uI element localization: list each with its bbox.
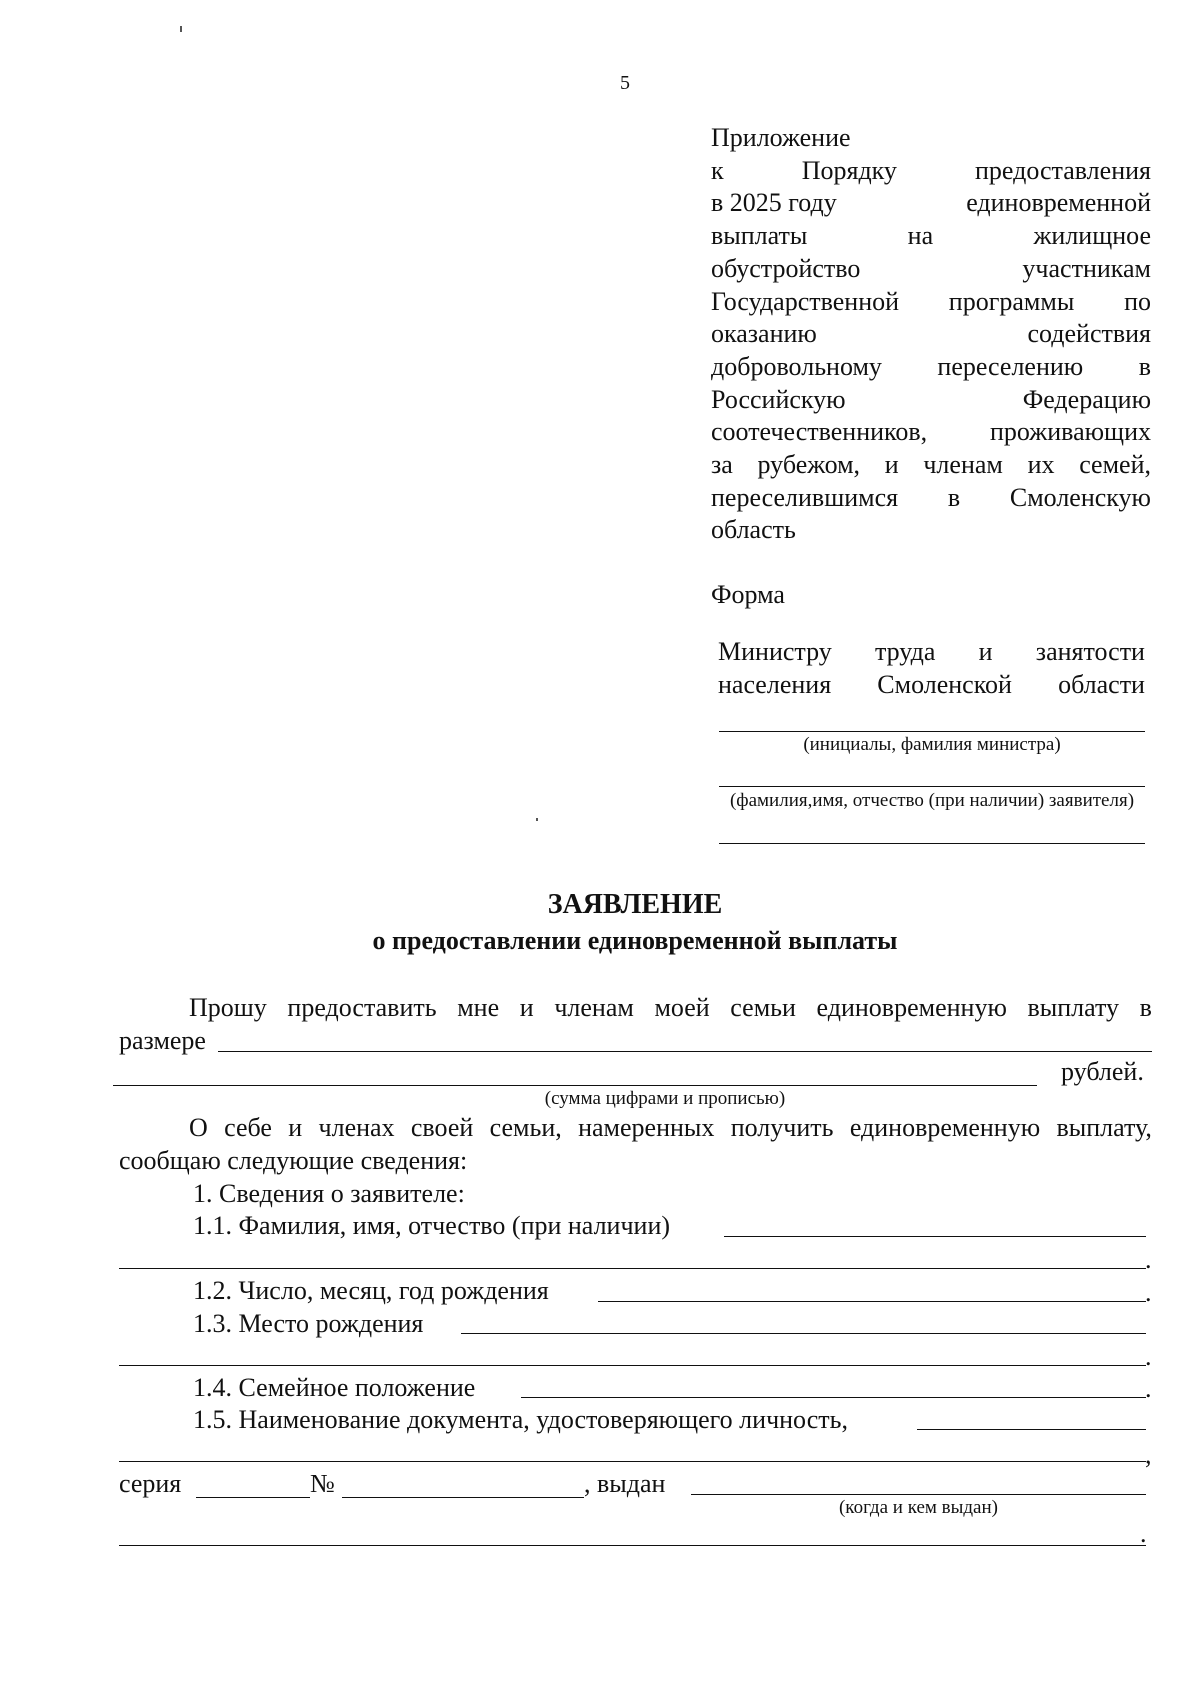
word: предоставить (287, 993, 437, 1022)
word: занятости (1035, 637, 1145, 666)
info-line-1 (189, 1113, 1152, 1143)
appendix-word: обустройство (711, 253, 861, 283)
marital-status-field[interactable] (521, 1397, 1146, 1398)
series-field[interactable] (196, 1497, 310, 1498)
word: и (978, 637, 993, 666)
appendix-word: за (711, 450, 733, 480)
appendix-line (711, 482, 1151, 515)
appendix-word: единовременной (966, 188, 1151, 218)
item-1-5-label: 1.5. Наименование документа, удостоверяющего личность, (193, 1405, 848, 1434)
appendix-line (711, 187, 1151, 220)
id-document-field[interactable] (917, 1429, 1146, 1430)
appendix-word: членам (923, 450, 1003, 480)
series-label: серия (119, 1469, 182, 1498)
appendix-line: Приложение (711, 123, 851, 152)
applicant-name-field[interactable] (719, 786, 1145, 787)
scan-mark (180, 26, 182, 32)
issued-by-field-2[interactable] (119, 1545, 1146, 1546)
minister-caption: (инициалы, фамилия министра) (803, 734, 1061, 755)
appendix-word: по (1124, 286, 1151, 316)
number-label: № (310, 1469, 335, 1498)
word: населения (718, 669, 832, 699)
sum-caption: (сумма цифрами и прописью) (544, 1088, 786, 1109)
appendix-word: проживающих (990, 417, 1151, 447)
appendix-word: оказанию (711, 319, 817, 349)
document-subtitle: о предоставлении единовременной выплаты (372, 926, 898, 955)
word: намеренных (578, 1113, 715, 1142)
appendix-line (711, 449, 1151, 482)
appendix-word: семей, (1079, 450, 1151, 480)
item-1-1-label: 1.1. Фамилия, имя, отчество (при наличии) (193, 1211, 671, 1240)
birth-date-field[interactable] (598, 1301, 1146, 1302)
birth-place-field[interactable] (461, 1333, 1146, 1334)
period: . (1145, 1278, 1152, 1307)
request-line-1 (189, 993, 1152, 1023)
word: мне (457, 993, 500, 1022)
appendix-word: программы (948, 286, 1075, 316)
word: семьи (730, 993, 796, 1022)
full-name-field-2[interactable] (119, 1268, 1146, 1269)
word: членам (554, 993, 634, 1022)
appendix-word: соотечественников, (711, 417, 928, 447)
appendix-word: добровольному (711, 351, 882, 381)
page-number: 5 (620, 72, 630, 94)
appendix-word: рубежом, (757, 450, 861, 480)
appendix-word: Российскую (711, 384, 846, 414)
word: области (1058, 669, 1145, 699)
word: себе (224, 1113, 272, 1142)
appendix-line (711, 220, 1151, 253)
word: семьи, (489, 1113, 562, 1142)
addressee-block (718, 636, 1145, 701)
word: и (288, 1113, 303, 1142)
appendix-word: в (1138, 351, 1151, 381)
item-1-3-label: 1.3. Место рождения (193, 1309, 424, 1338)
period: . (1145, 1374, 1152, 1403)
word: и (519, 993, 534, 1022)
appendix-word: жилищное (1033, 221, 1151, 251)
appendix-word: их (1027, 450, 1055, 480)
appendix-line (711, 286, 1151, 319)
appendix-line: область (711, 515, 796, 545)
appendix-word: Порядку (801, 155, 897, 185)
issued-caption: (когда и кем выдан) (838, 1497, 998, 1518)
form-label: Форма (711, 580, 785, 609)
scan-mark (536, 818, 538, 821)
comma: , (1145, 1440, 1152, 1469)
appendix-block (711, 122, 1151, 547)
word: выплату (1027, 993, 1120, 1022)
applicant-name-field-2[interactable] (719, 843, 1145, 844)
period: . (1145, 1245, 1152, 1274)
appendix-word: в (947, 482, 961, 512)
document-title: ЗАЯВЛЕНИЕ (547, 889, 723, 920)
word: Прошу (189, 993, 267, 1022)
addressee-line-2 (718, 669, 1145, 702)
word: труда (874, 637, 936, 666)
word: Министру (718, 637, 832, 666)
addressee-line-1 (718, 636, 1145, 669)
section-1-heading: 1. Сведения о заявителе: (193, 1179, 465, 1208)
amount-field[interactable] (218, 1051, 1152, 1052)
appendix-word: на (907, 221, 934, 251)
rubles-label: рублей. (1061, 1057, 1144, 1086)
amount-words-field[interactable] (113, 1085, 1037, 1086)
word: выплату, (1056, 1113, 1152, 1142)
word: единовременную (816, 993, 1007, 1022)
applicant-caption: (фамилия,имя, отчество (при наличии) заявителя) (729, 790, 1135, 811)
issued-by-field[interactable] (691, 1494, 1146, 1495)
appendix-word: переселению (937, 351, 1084, 381)
appendix-word: Государственной (711, 286, 900, 316)
appendix-word: к (711, 155, 724, 185)
request-size-label: размере (119, 1026, 206, 1055)
word: в (1139, 993, 1152, 1022)
item-1-2-label: 1.2. Число, месяц, год рождения (193, 1276, 549, 1305)
word: членах (318, 1113, 395, 1142)
word: единовременную (849, 1113, 1041, 1142)
appendix-line (711, 318, 1151, 351)
id-document-field-2[interactable] (119, 1461, 1146, 1462)
period: . (1145, 1342, 1152, 1371)
doc-number-field[interactable] (342, 1497, 584, 1498)
word: О (189, 1113, 208, 1142)
appendix-word: и (884, 450, 899, 480)
period: . (1140, 1519, 1147, 1548)
info-line-2: сообщаю следующие сведения: (119, 1146, 468, 1175)
minister-name-field[interactable] (719, 731, 1145, 732)
appendix-line (711, 384, 1151, 417)
appendix-line (711, 253, 1151, 286)
appendix-line (711, 351, 1151, 384)
appendix-word: Федерацию (1022, 384, 1151, 414)
appendix-word: выплаты (711, 221, 808, 251)
word: моей (654, 993, 710, 1022)
appendix-line (711, 416, 1151, 449)
appendix-word: участникам (1022, 253, 1151, 283)
appendix-word: переселившимся (711, 482, 899, 512)
appendix-word: Смоленскую (1009, 482, 1151, 512)
birth-place-field-2[interactable] (119, 1365, 1146, 1366)
item-1-4-label: 1.4. Семейное положение (193, 1373, 476, 1402)
full-name-field[interactable] (724, 1236, 1146, 1237)
appendix-word: в 2025 году (711, 188, 837, 218)
appendix-word: содействия (1027, 319, 1151, 349)
word: получить (730, 1113, 834, 1142)
appendix-word: предоставления (975, 155, 1151, 185)
word: своей (410, 1113, 474, 1142)
issued-label: , выдан (584, 1469, 666, 1498)
word: Смоленской (877, 669, 1012, 699)
appendix-line (711, 155, 1151, 188)
